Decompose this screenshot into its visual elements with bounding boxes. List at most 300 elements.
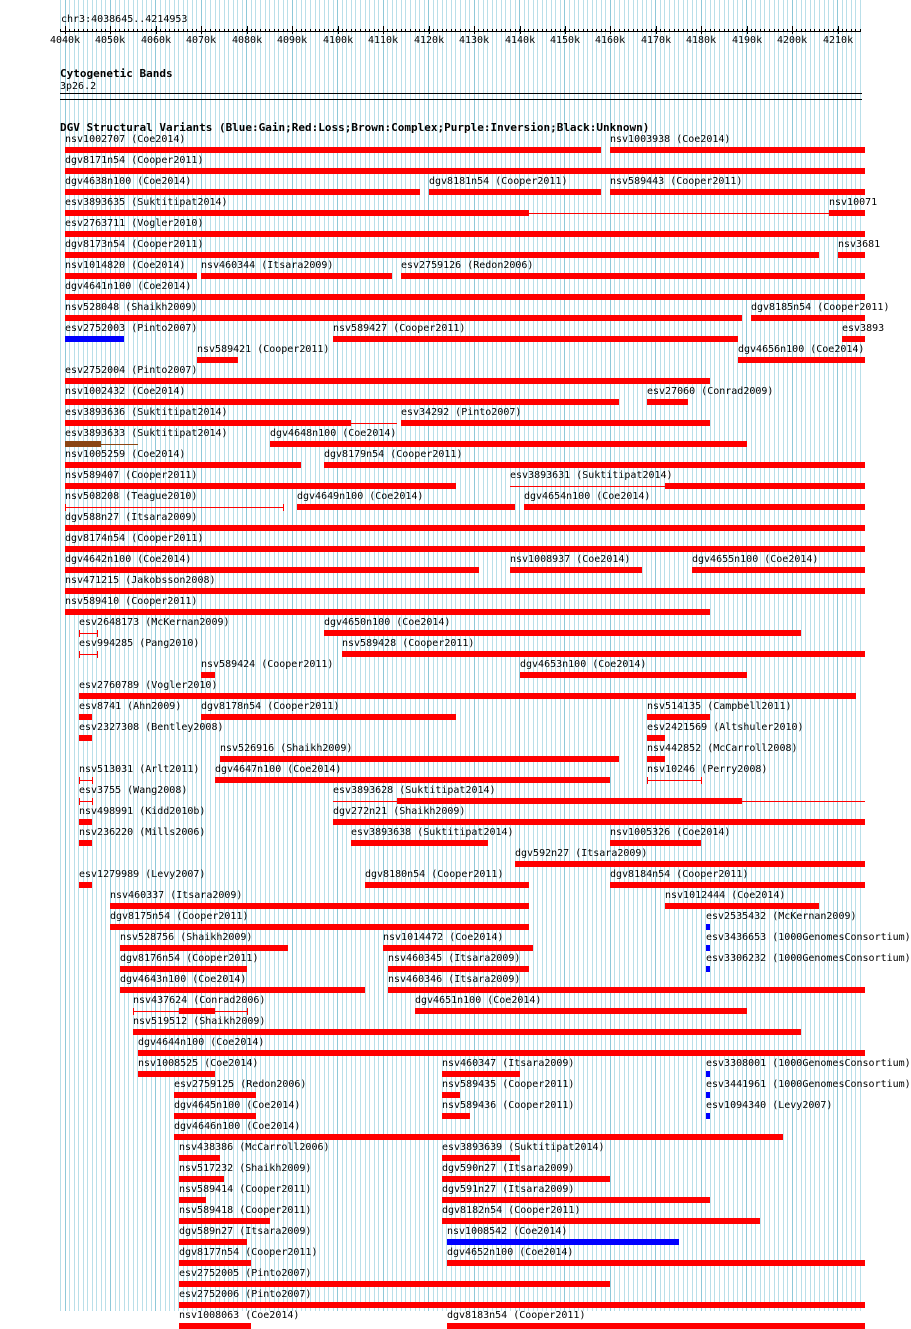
grid-line — [328, 0, 329, 1311]
variant-bar-loss[interactable] — [110, 903, 529, 909]
variant-bar-loss[interactable] — [79, 840, 92, 846]
variant-bar-loss[interactable] — [270, 441, 747, 447]
variant-label: esv3306232 (1000GenomesConsortium) — [706, 953, 911, 964]
ruler-minor-tick — [569, 29, 570, 32]
cytoband-label: 3p26.2 — [60, 81, 97, 92]
variant-bar-loss[interactable] — [365, 882, 529, 888]
variant-label: nsv589436 (Cooper2011) — [442, 1100, 575, 1111]
ruler-minor-tick — [446, 29, 447, 32]
variant-label: dgv4643n100 (Coe2014) — [120, 974, 247, 985]
variant-bar-loss[interactable] — [388, 987, 865, 993]
variant-bar-loss[interactable] — [79, 693, 856, 699]
variant-label: nsv460345 (Itsara2009) — [388, 953, 521, 964]
variant-bar-loss[interactable] — [515, 861, 865, 867]
variant-span-cap — [79, 798, 80, 805]
ruler-major-tick — [338, 26, 339, 34]
variant-bar-loss[interactable] — [110, 924, 529, 930]
variant-bar-loss[interactable] — [65, 525, 865, 531]
variant-label: dgv4647n100 (Coe2014) — [215, 764, 342, 775]
variant-label: nsv589407 (Cooper2011) — [65, 470, 198, 481]
ruler-minor-tick — [637, 29, 638, 32]
variant-span-cap — [247, 1008, 248, 1015]
ruler-minor-tick — [515, 29, 516, 32]
ruler-minor-tick — [260, 29, 261, 32]
variant-bar-loss[interactable] — [342, 651, 865, 657]
variant-bar-loss[interactable] — [333, 819, 865, 825]
ruler-minor-tick — [501, 29, 502, 32]
grid-line — [283, 0, 284, 1311]
variant-bar-loss[interactable] — [692, 567, 865, 573]
variant-bar-loss[interactable] — [65, 231, 865, 237]
variant-label: esv2760789 (Vogler2010) — [79, 680, 218, 691]
ruler-minor-tick — [642, 29, 643, 32]
ruler-minor-tick — [387, 29, 388, 32]
variant-label: esv3893639 (Suktitipat2014) — [442, 1142, 605, 1153]
variant-bar-loss[interactable] — [610, 882, 865, 888]
variant-bar-loss[interactable] — [738, 357, 865, 363]
ruler-minor-tick — [74, 29, 75, 32]
variant-label: nsv589424 (Cooper2011) — [201, 659, 334, 670]
variant-label: esv3441961 (1000GenomesConsortium) — [706, 1079, 911, 1090]
variant-label: dgv4649n100 (Coe2014) — [297, 491, 424, 502]
ruler-minor-tick — [605, 29, 606, 32]
variant-span-line[interactable] — [79, 633, 97, 634]
ruler-minor-tick — [242, 29, 243, 32]
variant-bar-loss[interactable] — [65, 315, 742, 321]
variant-bar-loss[interactable] — [665, 903, 819, 909]
ruler-minor-tick — [369, 29, 370, 32]
variant-label: nsv589418 (Cooper2011) — [179, 1205, 312, 1216]
variant-bar-loss[interactable] — [174, 1092, 256, 1098]
variant-bar-loss[interactable] — [647, 714, 710, 720]
ruler-minor-tick — [265, 29, 266, 32]
variant-bar-loss[interactable] — [79, 819, 92, 825]
variant-label: nsv10246 (Perry2008) — [647, 764, 768, 775]
variant-label: nsv519512 (Shaikh2009) — [133, 1016, 266, 1027]
ruler-minor-tick — [774, 29, 775, 32]
variant-label: nsv508208 (Teague2010) — [65, 491, 198, 502]
variant-span-line[interactable] — [351, 423, 397, 424]
variant-label: dgv8171n54 (Cooper2011) — [65, 155, 204, 166]
ruler-minor-tick — [669, 29, 670, 32]
ruler-tick-label: 4210k — [823, 35, 854, 46]
grid-line — [333, 0, 334, 1311]
variant-bar-loss[interactable] — [442, 1113, 470, 1119]
ruler-minor-tick — [614, 29, 615, 32]
variant-label: nsv460346 (Itsara2009) — [388, 974, 521, 985]
ruler-minor-tick — [392, 29, 393, 32]
ruler-minor-tick — [833, 29, 834, 32]
variant-bar-loss[interactable] — [65, 462, 301, 468]
ruler-minor-tick — [78, 29, 79, 32]
ruler-minor-tick — [592, 29, 593, 32]
variant-bar-loss[interactable] — [842, 336, 865, 342]
variant-label: dgv8185n54 (Cooper2011) — [751, 302, 890, 313]
variant-bar-loss[interactable] — [647, 756, 665, 762]
ruler-minor-tick — [583, 29, 584, 32]
ruler-tick-label: 4200k — [777, 35, 808, 46]
variant-label: esv3436653 (1000GenomesConsortium) — [706, 932, 911, 943]
variant-label: esv8741 (Ahn2009) — [79, 701, 182, 712]
variant-label: dgv4638n100 (Coe2014) — [65, 176, 192, 187]
ruler-minor-tick — [169, 29, 170, 32]
variant-bar-loss[interactable] — [174, 1134, 783, 1140]
variant-label: nsv1005259 (Coe2014) — [65, 449, 186, 460]
grid-line — [296, 0, 297, 1311]
ruler-minor-tick — [478, 29, 479, 32]
variant-label: nsv589421 (Cooper2011) — [197, 344, 330, 355]
ruler-minor-tick — [755, 29, 756, 32]
variant-bar-loss[interactable] — [65, 252, 819, 258]
variant-label: esv3893628 (Suktitipat2014) — [333, 785, 496, 796]
ruler-major-tick — [747, 26, 748, 34]
variant-bar-gain[interactable] — [706, 1113, 710, 1119]
variant-label: nsv1008525 (Coe2014) — [138, 1058, 259, 1069]
variant-label: nsv471215 (Jakobsson2008) — [65, 575, 216, 586]
variant-label: dgv4646n100 (Coe2014) — [174, 1121, 301, 1132]
variant-span-line[interactable] — [742, 801, 865, 802]
variant-bar-loss[interactable] — [179, 1197, 206, 1203]
variant-bar-loss[interactable] — [401, 420, 710, 426]
variant-bar-loss[interactable] — [401, 273, 865, 279]
variant-label: nsv460337 (Itsara2009) — [110, 890, 243, 901]
grid-line — [310, 0, 311, 1311]
ruler-minor-tick — [210, 29, 211, 32]
grid-line — [274, 0, 275, 1311]
ruler-minor-tick — [237, 29, 238, 32]
ruler-minor-tick — [496, 29, 497, 32]
grid-line — [292, 0, 293, 1311]
ruler-major-tick — [838, 26, 839, 34]
cytoband-bar-top — [60, 93, 862, 94]
variant-bar-loss[interactable] — [751, 315, 865, 321]
ruler-minor-tick — [183, 29, 184, 32]
ruler-minor-tick — [828, 29, 829, 32]
variant-bar-loss[interactable] — [197, 357, 238, 363]
variant-bar-loss[interactable] — [179, 1218, 270, 1224]
variant-bar-loss[interactable] — [610, 840, 701, 846]
grid-line — [319, 0, 320, 1311]
ruler-minor-tick — [555, 29, 556, 32]
variant-label: dgv4644n100 (Coe2014) — [138, 1037, 265, 1048]
variant-label: esv3893638 (Suktitipat2014) — [351, 827, 514, 838]
variant-bar-loss[interactable] — [65, 210, 529, 216]
variant-bar-loss[interactable] — [829, 210, 865, 216]
ruler-minor-tick — [460, 29, 461, 32]
variant-label: nsv1003938 (Coe2014) — [610, 134, 731, 145]
variant-label: dgv591n27 (Itsara2009) — [442, 1184, 575, 1195]
variant-span-line[interactable] — [79, 780, 92, 781]
variant-label: dgv4641n100 (Coe2014) — [65, 281, 192, 292]
ruler-minor-tick — [855, 29, 856, 32]
ruler-minor-tick — [674, 29, 675, 32]
variant-bar[interactable] — [179, 1008, 215, 1014]
ruler-minor-tick — [142, 29, 143, 32]
variant-bar-gain[interactable] — [447, 1239, 679, 1245]
variant-bar-loss[interactable] — [297, 504, 515, 510]
variant-label: dgv4650n100 (Coe2014) — [324, 617, 451, 628]
ruler-tick-label: 4090k — [277, 35, 308, 46]
grid-line — [305, 0, 306, 1311]
ruler-minor-tick — [733, 29, 734, 32]
variant-label: dgv8180n54 (Cooper2011) — [365, 869, 504, 880]
ruler-tick-label: 4180k — [686, 35, 717, 46]
variant-bar-loss[interactable] — [179, 1239, 247, 1245]
variant-span-line[interactable] — [101, 444, 138, 445]
variant-bar-loss[interactable] — [647, 735, 665, 741]
variant-span-cap — [701, 777, 702, 784]
variant-span-line[interactable] — [647, 780, 701, 781]
ruler-minor-tick — [824, 29, 825, 32]
variant-bar-loss[interactable] — [179, 1155, 220, 1161]
variant-bar-loss[interactable] — [179, 1281, 610, 1287]
variant-bar-loss[interactable] — [388, 966, 529, 972]
ruler-minor-tick — [224, 29, 225, 32]
ruler-major-tick — [474, 26, 475, 34]
variant-label: dgv8183n54 (Cooper2011) — [447, 1310, 586, 1321]
ruler-minor-tick — [305, 29, 306, 32]
cytoband-bar-bottom — [60, 99, 862, 100]
ruler-minor-tick — [187, 29, 188, 32]
variant-bar-loss[interactable] — [65, 588, 865, 594]
variant-bar-loss[interactable] — [524, 504, 865, 510]
variant-label: nsv1002707 (Coe2014) — [65, 134, 186, 145]
variant-label: nsv10071 — [829, 197, 878, 208]
ruler-tick-label: 4050k — [95, 35, 126, 46]
variant-span-cap — [133, 1008, 134, 1015]
ruler-minor-tick — [310, 29, 311, 32]
ruler-major-tick — [110, 26, 111, 34]
variant-bar-gain[interactable] — [706, 1092, 710, 1098]
variant-bar-loss[interactable] — [79, 735, 92, 741]
variant-bar-loss[interactable] — [65, 294, 865, 300]
variant-label: esv1094340 (Levy2007) — [706, 1100, 833, 1111]
variant-bar-gain[interactable] — [706, 945, 710, 951]
variant-label: nsv589427 (Cooper2011) — [333, 323, 466, 334]
variant-label: esv3893633 (Suktitipat2014) — [65, 428, 228, 439]
variant-bar-loss[interactable] — [65, 609, 710, 615]
variant-label: nsv1014472 (Coe2014) — [383, 932, 504, 943]
variant-bar-gain[interactable] — [706, 966, 710, 972]
variant-bar-loss[interactable] — [442, 1218, 760, 1224]
variant-label: dgv8184n54 (Cooper2011) — [610, 869, 749, 880]
variant-span-cap — [92, 798, 93, 805]
variant-bar-loss[interactable] — [442, 1155, 520, 1161]
variant-bar-loss[interactable] — [201, 672, 215, 678]
variant-label: esv3893 — [842, 323, 885, 334]
variant-bar-loss[interactable] — [447, 1323, 865, 1329]
variant-bar-gain[interactable] — [706, 1071, 710, 1077]
variant-bar-loss[interactable] — [65, 420, 351, 426]
variant-bar-complex[interactable] — [65, 441, 101, 447]
ruler-minor-tick — [814, 29, 815, 32]
variant-bar-loss[interactable] — [65, 546, 865, 552]
variant-bar-loss[interactable] — [79, 714, 92, 720]
variant-label: nsv589428 (Cooper2011) — [342, 638, 475, 649]
grid-line — [260, 0, 261, 1311]
variant-label: esv994285 (Pang2010) — [79, 638, 200, 649]
variant-bar-loss[interactable] — [133, 1029, 801, 1035]
variant-bar-loss[interactable] — [220, 756, 619, 762]
ruler-minor-tick — [178, 29, 179, 32]
variant-bar-loss[interactable] — [447, 1260, 865, 1266]
variant-bar-loss[interactable] — [215, 777, 610, 783]
variant-span-cap — [97, 630, 98, 637]
variant-label: nsv589435 (Cooper2011) — [442, 1079, 575, 1090]
variant-bar-loss[interactable] — [442, 1071, 520, 1077]
ruler-minor-tick — [328, 29, 329, 32]
ruler-minor-tick — [528, 29, 529, 32]
grid-line — [265, 0, 266, 1311]
ruler-minor-tick — [728, 29, 729, 32]
variant-label: dgv8176n54 (Cooper2011) — [120, 953, 259, 964]
variant-bar-loss[interactable] — [351, 840, 488, 846]
variant-span-line[interactable] — [529, 213, 865, 214]
ruler-minor-tick — [146, 29, 147, 32]
variant-bar-loss[interactable] — [120, 966, 247, 972]
ruler-minor-tick — [378, 29, 379, 32]
variant-bar-loss[interactable] — [65, 168, 865, 174]
variant-bar-loss[interactable] — [838, 252, 865, 258]
ruler-minor-tick — [714, 29, 715, 32]
variant-bar-loss[interactable] — [201, 714, 456, 720]
variant-label: nsv1002432 (Coe2014) — [65, 386, 186, 397]
variant-bar-loss[interactable] — [201, 273, 392, 279]
variant-label: esv2752003 (Pinto2007) — [65, 323, 198, 334]
variant-bar-loss[interactable] — [65, 273, 197, 279]
variant-bar-loss[interactable] — [610, 189, 865, 195]
ruler-tick-label: 4150k — [550, 35, 581, 46]
variant-label: nsv1014820 (Coe2014) — [65, 260, 186, 271]
ruler-minor-tick — [105, 29, 106, 32]
variant-span-line[interactable] — [510, 486, 665, 487]
variant-label: nsv528756 (Shaikh2009) — [120, 932, 253, 943]
variant-label: dgv4648n100 (Coe2014) — [270, 428, 397, 439]
variant-span-line[interactable] — [65, 507, 283, 508]
variant-bar-loss[interactable] — [174, 1113, 256, 1119]
variant-bar-loss[interactable] — [138, 1050, 865, 1056]
ruler-minor-tick — [769, 29, 770, 32]
variant-bar-loss[interactable] — [383, 945, 533, 951]
ruler-minor-tick — [133, 29, 134, 32]
ruler-minor-tick — [724, 29, 725, 32]
ruler-minor-tick — [410, 29, 411, 32]
ruler-minor-tick — [374, 29, 375, 32]
variant-bar-loss[interactable] — [65, 483, 456, 489]
variant-bar-loss[interactable] — [120, 987, 365, 993]
variant-bar-loss[interactable] — [120, 945, 288, 951]
variant-bar-loss[interactable] — [179, 1176, 224, 1182]
ruler-tick-label: 4070k — [186, 35, 217, 46]
variant-label: esv2759125 (Redon2006) — [174, 1079, 307, 1090]
variant-bar-loss[interactable] — [442, 1176, 610, 1182]
variant-bar-loss[interactable] — [397, 798, 742, 804]
variant-bar-loss[interactable] — [179, 1323, 251, 1329]
ruler-minor-tick — [737, 29, 738, 32]
variant-bar-loss[interactable] — [65, 147, 601, 153]
ruler-minor-tick — [355, 29, 356, 32]
variant-label: nsv498991 (Kidd2010b) — [79, 806, 206, 817]
variant-label: nsv589443 (Cooper2011) — [610, 176, 743, 187]
variant-span-line[interactable] — [79, 801, 92, 802]
ruler-minor-tick — [96, 29, 97, 32]
variant-bar-loss[interactable] — [179, 1260, 251, 1266]
variant-label: esv2752006 (Pinto2007) — [179, 1289, 312, 1300]
ruler-minor-tick — [451, 29, 452, 32]
variant-bar-loss[interactable] — [65, 189, 420, 195]
variant-bar-loss[interactable] — [324, 630, 801, 636]
variant-bar-loss[interactable] — [610, 147, 865, 153]
variant-bar-loss[interactable] — [79, 882, 92, 888]
variant-bar-loss[interactable] — [179, 1302, 865, 1308]
variant-bar-loss[interactable] — [65, 399, 619, 405]
variant-span-line[interactable] — [333, 801, 397, 802]
variant-bar-loss[interactable] — [520, 672, 747, 678]
ruler-minor-tick — [87, 29, 88, 32]
variant-span-cap — [79, 777, 80, 784]
variant-label: nsv589414 (Cooper2011) — [179, 1184, 312, 1195]
variant-bar-loss[interactable] — [647, 399, 688, 405]
ruler-major-tick — [565, 26, 566, 34]
variant-bar-loss[interactable] — [415, 1008, 747, 1014]
ruler-minor-tick — [587, 29, 588, 32]
variant-bar-loss[interactable] — [324, 462, 865, 468]
ruler-major-tick — [65, 26, 66, 34]
variant-label: dgv4642n100 (Coe2014) — [65, 554, 192, 565]
variant-bar-loss[interactable] — [442, 1092, 460, 1098]
variant-label: dgv590n27 (Itsara2009) — [442, 1163, 575, 1174]
variant-span-line[interactable] — [79, 654, 97, 655]
variant-bar-loss[interactable] — [65, 378, 710, 384]
ruler-major-tick — [701, 26, 702, 34]
ruler-minor-tick — [283, 29, 284, 32]
variant-label: nsv1008937 (Coe2014) — [510, 554, 631, 565]
variant-label: esv2535432 (McKernan2009) — [706, 911, 857, 922]
variant-bar-loss[interactable] — [665, 483, 865, 489]
ruler-minor-tick — [324, 29, 325, 32]
variant-label: esv34292 (Pinto2007) — [401, 407, 522, 418]
variant-bar-loss[interactable] — [138, 1071, 215, 1077]
variant-label: dgv4653n100 (Coe2014) — [520, 659, 647, 670]
ruler-minor-tick — [574, 29, 575, 32]
ruler-minor-tick — [719, 29, 720, 32]
variant-bar-loss[interactable] — [65, 567, 479, 573]
variant-label: dgv8178n54 (Cooper2011) — [201, 701, 340, 712]
variant-label: esv2421569 (Altshuler2010) — [647, 722, 804, 733]
variant-bar-gain[interactable] — [65, 336, 124, 342]
ruler-minor-tick — [365, 29, 366, 32]
variant-label: dgv589n27 (Itsara2009) — [179, 1226, 312, 1237]
variant-label: esv3755 (Wang2008) — [79, 785, 188, 796]
ruler-minor-tick — [651, 29, 652, 32]
variant-bar-loss[interactable] — [442, 1197, 710, 1203]
ruler-minor-tick — [333, 29, 334, 32]
variant-bar-gain[interactable] — [706, 924, 710, 930]
ruler-tick-label: 4100k — [323, 35, 354, 46]
ruler-minor-tick — [778, 29, 779, 32]
variant-label: esv27060 (Conrad2009) — [647, 386, 774, 397]
variant-bar-loss[interactable] — [429, 189, 601, 195]
variant-label: dgv8173n54 (Cooper2011) — [65, 239, 204, 250]
variant-bar-loss[interactable] — [510, 567, 642, 573]
ruler-minor-tick — [351, 29, 352, 32]
grid-line — [337, 0, 338, 1311]
variant-label: dgv4652n100 (Coe2014) — [447, 1247, 574, 1258]
grid-line — [301, 0, 302, 1311]
variant-bar-loss[interactable] — [333, 336, 738, 342]
grid-line — [60, 0, 61, 1311]
variant-span-cap — [79, 630, 80, 637]
